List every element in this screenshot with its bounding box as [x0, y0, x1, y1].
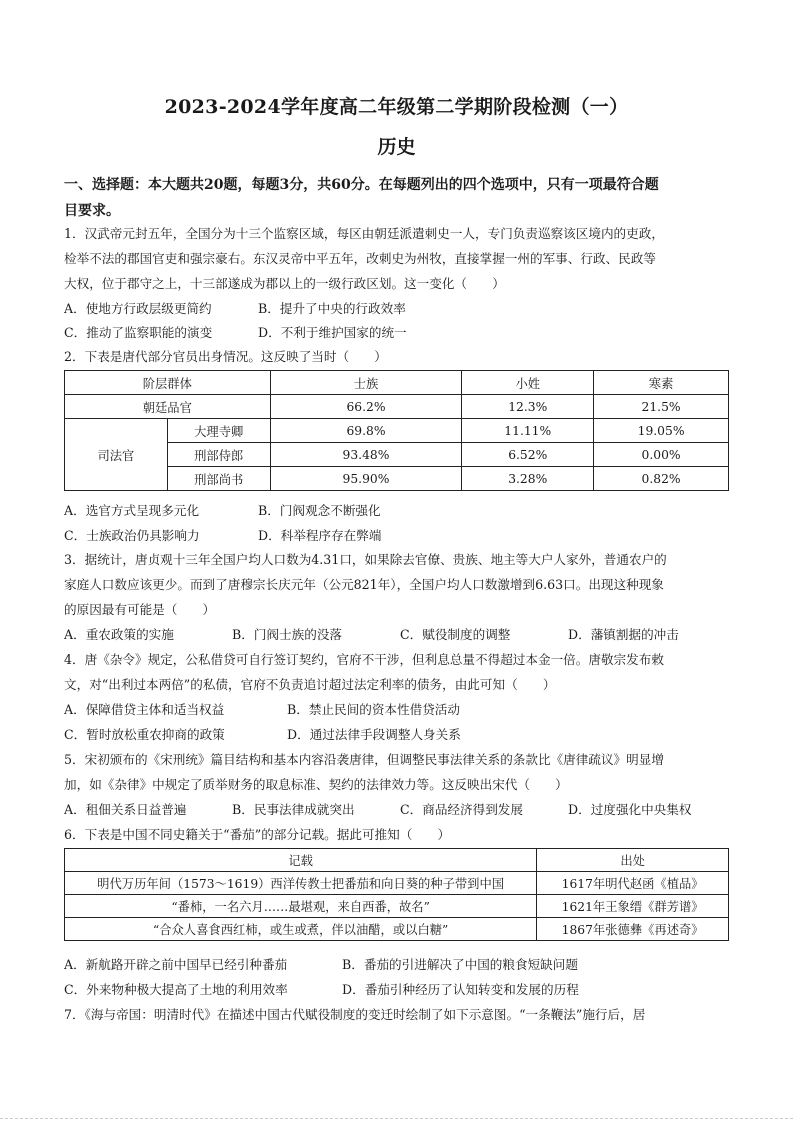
section-heading: [64, 172, 736, 224]
q4-options-row-2: [64, 726, 736, 744]
q3-option-a: A．重农政策的实施: [64, 627, 174, 642]
q4-option-d: D．通过法律手段调整人身关系: [287, 727, 461, 742]
q1-option-d: D．不利于维护国家的统一: [258, 325, 407, 340]
q5-option-b: B．民事法律成就突出: [232, 802, 355, 817]
q6-stem: 6．下表是中国不同史籍关于“番茄”的部分记载。据此可推知（ ）: [64, 827, 451, 842]
section-heading-line-2: 目要求。: [64, 203, 120, 219]
table-header-row: [65, 849, 729, 872]
table-cell: 6.52%: [462, 443, 594, 467]
q4-options-row-1: [64, 701, 736, 719]
table-cell: 93.48%: [270, 443, 462, 467]
group-label: 司法官: [65, 419, 168, 491]
q1-option-a: A．使地方行政层级更简约: [64, 301, 212, 316]
q4-option-c: C．暂时放松重农抑商的政策: [64, 727, 225, 742]
q3-options-row: [64, 626, 736, 644]
header-cell: 小姓: [462, 371, 594, 395]
table-cell: 66.2%: [270, 395, 462, 419]
q6-option-a: A．新航路开辟之前中国早已经引种番茄: [64, 957, 288, 972]
q6-table: [64, 848, 729, 941]
table-row: [65, 895, 729, 918]
table-cell: 3.28%: [462, 467, 594, 491]
q6-option-b: B．番茄的引进解决了中国的粮食短缺问题: [342, 957, 578, 972]
q3-stem-line-2: 家庭人口数应该更少。而到了唐穆宗长庆元年（公元821年），全国户均人口数激增到6.63口。出现这种现象: [64, 577, 664, 592]
q6-options-row-2: [64, 981, 736, 999]
table-cell: 69.8%: [270, 419, 462, 443]
q5-option-a: A．租佃关系日益普遍: [64, 802, 187, 817]
q4-option-b: B．禁止民间的资本性借贷活动: [287, 702, 460, 717]
table-row: [65, 918, 729, 941]
q6-option-d: D．番茄引种经历了认知转变和发展的历程: [342, 982, 579, 997]
table-cell: 11.11%: [462, 419, 594, 443]
table-row: [65, 872, 729, 895]
row-label: 朝廷品官: [65, 395, 271, 419]
row-label: 大理寺卿: [167, 419, 270, 443]
q2-option-b: B．门阀观念不断强化: [258, 503, 381, 518]
table-cell: 19.05%: [594, 419, 729, 443]
section-heading-line-1: 一、选择题：本大题共20题，每题3分，共60分。在每题列出的四个选项中，只有一项最符合题: [64, 177, 659, 193]
q3-stem-line-1: 3．据统计，唐贞观十三年全国户均人口数为4.31口，如果除去官僚、贵族、地主等大户人家外，普通农户的: [64, 552, 667, 567]
table-row: [65, 395, 729, 419]
q7-stem-line-1: 7．《海与帝国：明清时代》在描述中国古代赋役制度的变迁时绘制了如下示意图。“一条鞭法”施行后，居: [64, 1007, 646, 1022]
source-cell: 1621年王象缙《群芳谱》: [537, 895, 729, 918]
table-cell: 95.90%: [270, 467, 462, 491]
q1-stem-line-1: 1．汉武帝元封五年，全国分为十三个监察区域，每区由朝廷派遣刺史一人，专门负责巡察该区境内的吏政，: [64, 226, 664, 241]
q4-option-a: A．保障借贷主体和适当权益: [64, 702, 225, 717]
header-cell: 阶层群体: [65, 371, 271, 395]
q5-option-c: C．商品经济得到发展: [400, 802, 523, 817]
record-cell: 明代万历年间（1573～1619）西洋传教士把番茄和向日葵的种子带到中国: [65, 872, 537, 895]
q2-option-c: C．士族政治仍具影响力: [64, 528, 200, 543]
q4-stem-line-2: 文，对“出利过本两倍”的私债，官府不负责追讨超过法定利率的债务，由此可知（ ）: [64, 677, 556, 692]
row-label: 刑部侍郎: [167, 443, 270, 467]
table-cell: 21.5%: [594, 395, 729, 419]
q2-option-d: D．科举程序存在弊端: [258, 528, 382, 543]
subject-title: 历史: [377, 136, 416, 158]
exam-title: 2023-2024学年度高二年级第二学期阶段检测（一）: [164, 96, 629, 118]
q2-stem: 2．下表是唐代部分官员出身情况。这反映了当时（ ）: [64, 349, 387, 364]
q6-option-c: C．外来物种极大提高了土地的利用效率: [64, 982, 288, 997]
q1-stem-line-2: 检举不法的郡国官吏和强宗豪右。东汉灵帝中平五年，改刺史为州牧，直接掌握一州的军事、行政、民政等: [64, 251, 656, 266]
header-cell: 出处: [537, 849, 729, 872]
q6-options-row-1: [64, 956, 736, 974]
page-bottom-divider: [0, 1118, 793, 1120]
q1-option-c: C．推动了监察职能的演变: [64, 325, 213, 340]
q2-options-row-2: [64, 527, 736, 545]
record-cell: “番柿，一名六月……最堪观，来自西番，故名”: [65, 895, 537, 918]
q5-options-row: [64, 801, 736, 819]
q3-option-d: D．藩镇割据的冲击: [568, 627, 679, 642]
q1-option-b: B．提升了中央的行政效率: [258, 301, 406, 316]
q5-stem-line-2: 加，如《杂律》中规定了质举财务的取息标准、契约的法律效力等。这反映出宋代（ ）: [64, 777, 568, 792]
table-row: [65, 419, 729, 443]
table-cell: 12.3%: [462, 395, 594, 419]
header-cell: 士族: [270, 371, 462, 395]
q3-stem-line-3: 的原因最有可能是（ ）: [64, 602, 216, 617]
q3-option-c: C．赋役制度的调整: [400, 627, 511, 642]
q1-stem-line-3: 大权，位于郡守之上，十三部遂成为郡以上的一级行政区划。这一变化（ ）: [64, 276, 505, 291]
q1-options-row-2: [64, 324, 736, 342]
q3-option-b: B．门阀士族的没落: [232, 627, 343, 642]
q5-stem-line-1: 5．宋初颁布的《宋刑统》篇目结构和基本内容沿袭唐律，但调整民事法律关系的条款比《唐律疏议》明显增: [64, 752, 664, 767]
table-cell: 0.82%: [594, 467, 729, 491]
q2-table: [64, 370, 729, 491]
table-header-row: [65, 371, 729, 395]
table-cell: 0.00%: [594, 443, 729, 467]
record-cell: “合众人喜食西红柿，或生或煮，伴以油醋，或以白糖”: [65, 918, 537, 941]
q1-options-row-1: [64, 300, 736, 318]
q4-stem-line-1: 4．唐《杂令》规定，公私借贷可自行签订契约，官府不干涉，但利息总量不得超过本金一倍。唐敬宗发布敕: [64, 652, 664, 667]
source-cell: 1867年张德彝《再述奇》: [537, 918, 729, 941]
q2-options-row-1: [64, 502, 736, 520]
header-cell: 寒素: [594, 371, 729, 395]
q2-option-a: A．选官方式呈现多元化: [64, 503, 200, 518]
row-label: 刑部尚书: [167, 467, 270, 491]
header-cell: 记载: [65, 849, 537, 872]
source-cell: 1617年明代赵函《植品》: [537, 872, 729, 895]
q5-option-d: D．过度强化中央集权: [568, 802, 692, 817]
